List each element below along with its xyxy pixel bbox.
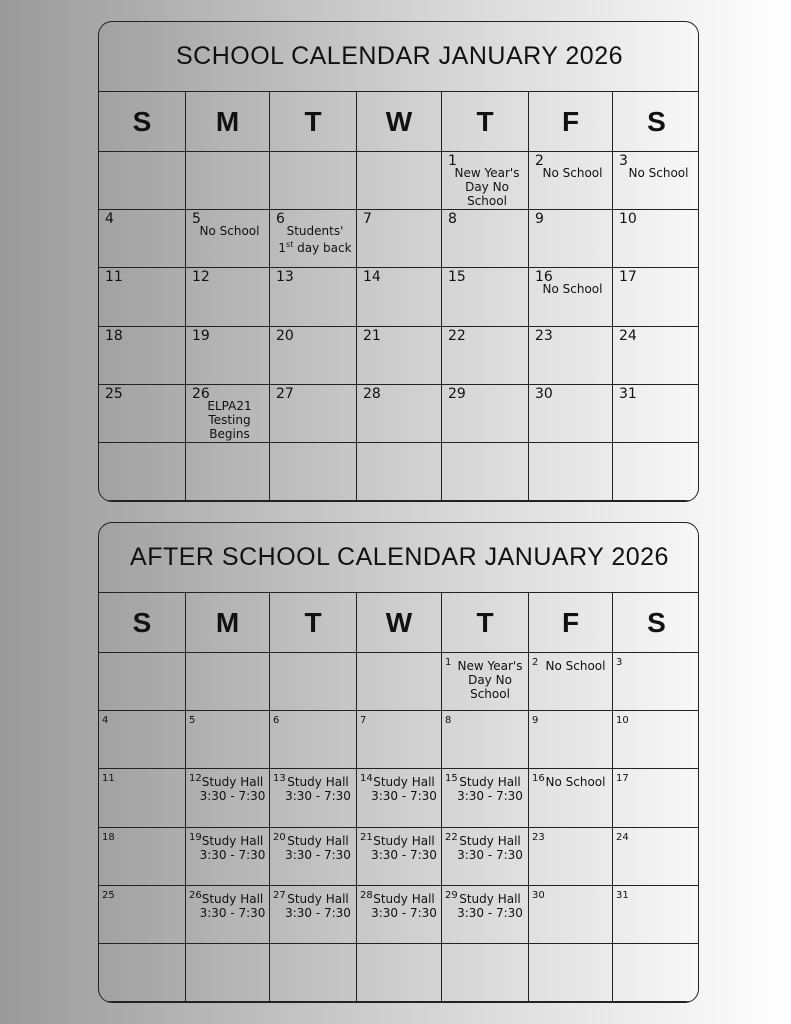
day-cell[interactable] bbox=[442, 385, 529, 443]
day-cell[interactable] bbox=[613, 828, 699, 886]
weekday-header: S bbox=[99, 92, 186, 152]
event-text: No School bbox=[199, 224, 260, 239]
day-cell[interactable] bbox=[186, 327, 270, 385]
day-cell[interactable] bbox=[357, 944, 442, 1002]
day-number: 7 bbox=[363, 211, 372, 228]
day-number: 11 bbox=[102, 773, 115, 785]
event-text: Study Hall 3:30 - 7:30 bbox=[285, 891, 351, 920]
day-cell[interactable] bbox=[442, 828, 529, 886]
day-event bbox=[278, 224, 352, 255]
day-number: 18 bbox=[102, 831, 115, 843]
day-number: 31 bbox=[616, 889, 629, 901]
event-text: Study Hall 3:30 - 7:30 bbox=[457, 775, 523, 804]
day-cell[interactable] bbox=[357, 210, 442, 268]
day-cell[interactable] bbox=[270, 327, 357, 385]
event-text: No School bbox=[545, 775, 606, 790]
day-number: 20 bbox=[273, 831, 286, 843]
day-cell[interactable] bbox=[613, 210, 699, 268]
event-text: Study Hall 3:30 - 7:30 bbox=[285, 833, 351, 862]
after-school-calendar bbox=[98, 522, 699, 1003]
day-cell[interactable] bbox=[442, 653, 529, 711]
day-cell[interactable] bbox=[613, 268, 699, 326]
event-text: Study Hall 3:30 - 7:30 bbox=[199, 891, 266, 920]
day-cell[interactable] bbox=[442, 268, 529, 326]
day-number: 28 bbox=[363, 385, 381, 402]
day-number: 23 bbox=[535, 327, 553, 344]
day-number: 21 bbox=[363, 327, 381, 344]
day-number: 30 bbox=[532, 889, 545, 901]
day-number: 30 bbox=[535, 385, 553, 402]
day-event bbox=[369, 892, 439, 920]
weekday-header: W bbox=[357, 593, 442, 653]
day-event bbox=[194, 224, 265, 238]
day-number: 18 bbox=[105, 327, 123, 344]
day-number: 1 bbox=[445, 657, 452, 668]
day-event bbox=[198, 892, 267, 920]
day-event bbox=[454, 892, 526, 920]
day-cell[interactable] bbox=[442, 886, 529, 944]
school-calendar bbox=[98, 21, 699, 502]
weekday-header: M bbox=[186, 593, 270, 653]
weekday-header: M bbox=[186, 92, 270, 152]
day-number: 5 bbox=[192, 211, 201, 228]
day-event bbox=[198, 834, 267, 862]
weekday-header: F bbox=[529, 593, 613, 653]
day-cell[interactable] bbox=[99, 268, 186, 326]
day-number: 12 bbox=[192, 269, 210, 286]
day-cell[interactable] bbox=[529, 385, 613, 443]
day-cell[interactable] bbox=[186, 268, 270, 326]
day-cell[interactable] bbox=[99, 944, 186, 1002]
day-cell[interactable] bbox=[529, 711, 613, 769]
day-cell[interactable] bbox=[529, 653, 613, 711]
weekday-header: T bbox=[270, 92, 357, 152]
day-cell[interactable] bbox=[270, 385, 357, 443]
day-cell[interactable] bbox=[357, 268, 442, 326]
day-cell[interactable] bbox=[186, 769, 270, 827]
day-number: 3 bbox=[619, 153, 628, 169]
day-number: 7 bbox=[360, 715, 367, 727]
day-number: 19 bbox=[189, 831, 202, 843]
day-number: 6 bbox=[276, 211, 285, 228]
day-cell[interactable] bbox=[186, 886, 270, 944]
day-cell[interactable] bbox=[270, 443, 357, 501]
day-cell[interactable] bbox=[99, 828, 186, 886]
day-cell[interactable] bbox=[442, 210, 529, 268]
day-cell[interactable] bbox=[186, 828, 270, 886]
day-cell[interactable] bbox=[529, 886, 613, 944]
day-cell[interactable] bbox=[529, 152, 613, 210]
day-number: 22 bbox=[445, 831, 458, 843]
event-text-rest: day back bbox=[293, 241, 352, 256]
day-cell[interactable] bbox=[613, 711, 699, 769]
day-cell[interactable] bbox=[529, 769, 613, 827]
day-number: 27 bbox=[276, 385, 294, 402]
day-number: 17 bbox=[616, 773, 629, 785]
day-number: 2 bbox=[532, 657, 539, 668]
day-cell[interactable] bbox=[186, 711, 270, 769]
day-number: 29 bbox=[445, 889, 458, 901]
day-number: 10 bbox=[616, 715, 629, 727]
day-event bbox=[198, 775, 267, 803]
day-event bbox=[541, 659, 610, 673]
day-event bbox=[537, 282, 608, 296]
day-number: 4 bbox=[102, 715, 109, 727]
day-number: 21 bbox=[360, 831, 373, 843]
weekday-header: T bbox=[442, 92, 529, 152]
event-text: New Year's Day No School bbox=[454, 166, 520, 208]
day-number: 19 bbox=[192, 327, 210, 344]
day-number: 11 bbox=[105, 269, 123, 286]
day-cell[interactable] bbox=[99, 769, 186, 827]
day-number: 12 bbox=[189, 773, 202, 785]
day-cell[interactable] bbox=[357, 152, 442, 210]
day-event bbox=[369, 775, 439, 803]
day-cell[interactable] bbox=[613, 886, 699, 944]
day-cell[interactable] bbox=[357, 828, 442, 886]
event-text: Study Hall 3:30 - 7:30 bbox=[371, 775, 437, 804]
day-cell[interactable] bbox=[357, 327, 442, 385]
day-number: 24 bbox=[616, 831, 629, 843]
day-cell[interactable] bbox=[357, 443, 442, 501]
day-number: 10 bbox=[619, 211, 637, 228]
day-number: 20 bbox=[276, 327, 294, 344]
weekday-header: S bbox=[613, 593, 699, 653]
day-number: 15 bbox=[448, 269, 466, 286]
day-number: 26 bbox=[189, 889, 202, 901]
day-number: 4 bbox=[105, 211, 114, 228]
day-event bbox=[621, 166, 696, 180]
day-event bbox=[450, 166, 524, 208]
day-number: 1 bbox=[448, 153, 457, 169]
day-number: 16 bbox=[532, 773, 545, 785]
day-cell[interactable] bbox=[99, 653, 186, 711]
day-cell[interactable] bbox=[270, 210, 357, 268]
day-number: 26 bbox=[192, 385, 210, 402]
day-cell[interactable] bbox=[186, 944, 270, 1002]
day-cell[interactable] bbox=[186, 210, 270, 268]
day-cell[interactable] bbox=[186, 385, 270, 443]
event-superscript: st bbox=[286, 240, 294, 250]
day-event bbox=[454, 659, 526, 701]
day-cell[interactable] bbox=[529, 443, 613, 501]
event-text: Students' 1 bbox=[278, 224, 344, 256]
day-number: 29 bbox=[448, 385, 466, 402]
day-number: 8 bbox=[448, 211, 457, 228]
day-event bbox=[282, 775, 354, 803]
day-cell[interactable] bbox=[99, 711, 186, 769]
weekday-header: S bbox=[99, 593, 186, 653]
day-cell[interactable] bbox=[186, 152, 270, 210]
event-text: Study Hall 3:30 - 7:30 bbox=[457, 891, 523, 920]
event-text: No School bbox=[542, 282, 603, 297]
day-number: 13 bbox=[276, 269, 294, 286]
day-cell[interactable] bbox=[357, 769, 442, 827]
day-number: 23 bbox=[532, 831, 545, 843]
day-cell[interactable] bbox=[529, 828, 613, 886]
day-event bbox=[454, 775, 526, 803]
day-cell[interactable] bbox=[613, 769, 699, 827]
day-event bbox=[454, 834, 526, 862]
day-cell[interactable] bbox=[613, 443, 699, 501]
day-cell[interactable] bbox=[357, 711, 442, 769]
event-text: Study Hall 3:30 - 7:30 bbox=[285, 775, 351, 804]
day-number: 25 bbox=[102, 889, 115, 901]
day-cell[interactable] bbox=[529, 327, 613, 385]
day-cell[interactable] bbox=[529, 944, 613, 1002]
weekday-header: W bbox=[357, 92, 442, 152]
day-cell[interactable] bbox=[442, 443, 529, 501]
event-text: Study Hall 3:30 - 7:30 bbox=[371, 833, 437, 862]
day-cell[interactable] bbox=[99, 152, 186, 210]
day-number: 15 bbox=[445, 773, 458, 785]
day-cell[interactable] bbox=[99, 385, 186, 443]
weekday-header: F bbox=[529, 92, 613, 152]
day-cell[interactable] bbox=[613, 385, 699, 443]
day-number: 16 bbox=[535, 269, 553, 286]
day-event bbox=[541, 775, 610, 789]
day-cell[interactable] bbox=[357, 886, 442, 944]
day-cell[interactable] bbox=[357, 385, 442, 443]
day-cell[interactable] bbox=[99, 327, 186, 385]
day-cell[interactable] bbox=[442, 327, 529, 385]
day-number: 9 bbox=[535, 211, 544, 228]
day-cell[interactable] bbox=[357, 653, 442, 711]
day-number: 27 bbox=[273, 889, 286, 901]
day-cell[interactable] bbox=[270, 711, 357, 769]
day-event bbox=[194, 399, 265, 441]
calendar-title: AFTER SCHOOL CALENDAR JANUARY 2026 bbox=[99, 523, 699, 593]
day-cell[interactable] bbox=[270, 769, 357, 827]
day-number: 9 bbox=[532, 715, 539, 727]
day-number: 13 bbox=[273, 773, 286, 785]
day-cell[interactable] bbox=[186, 653, 270, 711]
day-event bbox=[369, 834, 439, 862]
day-number: 5 bbox=[189, 715, 196, 727]
day-cell[interactable] bbox=[529, 210, 613, 268]
day-number: 24 bbox=[619, 327, 637, 344]
day-cell[interactable] bbox=[613, 944, 699, 1002]
day-number: 17 bbox=[619, 269, 637, 286]
day-cell[interactable] bbox=[442, 769, 529, 827]
day-cell[interactable] bbox=[613, 152, 699, 210]
calendar-title: SCHOOL CALENDAR JANUARY 2026 bbox=[99, 22, 699, 92]
day-number: 28 bbox=[360, 889, 373, 901]
day-number: 14 bbox=[363, 269, 381, 286]
day-cell[interactable] bbox=[270, 653, 357, 711]
day-cell[interactable] bbox=[270, 886, 357, 944]
event-text: Study Hall 3:30 - 7:30 bbox=[199, 833, 266, 862]
day-cell[interactable] bbox=[613, 653, 699, 711]
event-text: Study Hall 3:30 - 7:30 bbox=[457, 833, 523, 862]
weekday-header: S bbox=[613, 92, 699, 152]
day-number: 14 bbox=[360, 773, 373, 785]
day-cell[interactable] bbox=[99, 210, 186, 268]
day-event bbox=[282, 834, 354, 862]
event-text: New Year's Day No School bbox=[457, 659, 523, 701]
day-cell[interactable] bbox=[442, 944, 529, 1002]
day-cell[interactable] bbox=[442, 152, 529, 210]
day-number: 2 bbox=[535, 153, 544, 169]
day-cell[interactable] bbox=[270, 944, 357, 1002]
day-cell[interactable] bbox=[270, 152, 357, 210]
day-number: 8 bbox=[445, 715, 452, 727]
day-event bbox=[282, 892, 354, 920]
day-number: 6 bbox=[273, 715, 280, 727]
day-cell[interactable] bbox=[529, 268, 613, 326]
weekday-header: T bbox=[270, 593, 357, 653]
day-number: 25 bbox=[105, 385, 123, 402]
day-cell[interactable] bbox=[99, 443, 186, 501]
day-cell[interactable] bbox=[613, 327, 699, 385]
day-cell[interactable] bbox=[99, 886, 186, 944]
event-text: Study Hall 3:30 - 7:30 bbox=[371, 891, 437, 920]
weekday-header: T bbox=[442, 593, 529, 653]
day-event bbox=[537, 166, 608, 180]
event-text: Study Hall 3:30 - 7:30 bbox=[199, 775, 266, 804]
day-cell[interactable] bbox=[186, 443, 270, 501]
day-number: 31 bbox=[619, 385, 637, 402]
day-cell[interactable] bbox=[270, 268, 357, 326]
event-text: No School bbox=[545, 659, 606, 673]
event-text: ELPA21 Testing Begins bbox=[207, 398, 252, 441]
event-text: No School bbox=[628, 166, 689, 180]
event-text: No School bbox=[542, 166, 603, 180]
day-number: 22 bbox=[448, 327, 466, 344]
day-number: 3 bbox=[616, 657, 623, 668]
day-cell[interactable] bbox=[442, 711, 529, 769]
day-cell[interactable] bbox=[270, 828, 357, 886]
